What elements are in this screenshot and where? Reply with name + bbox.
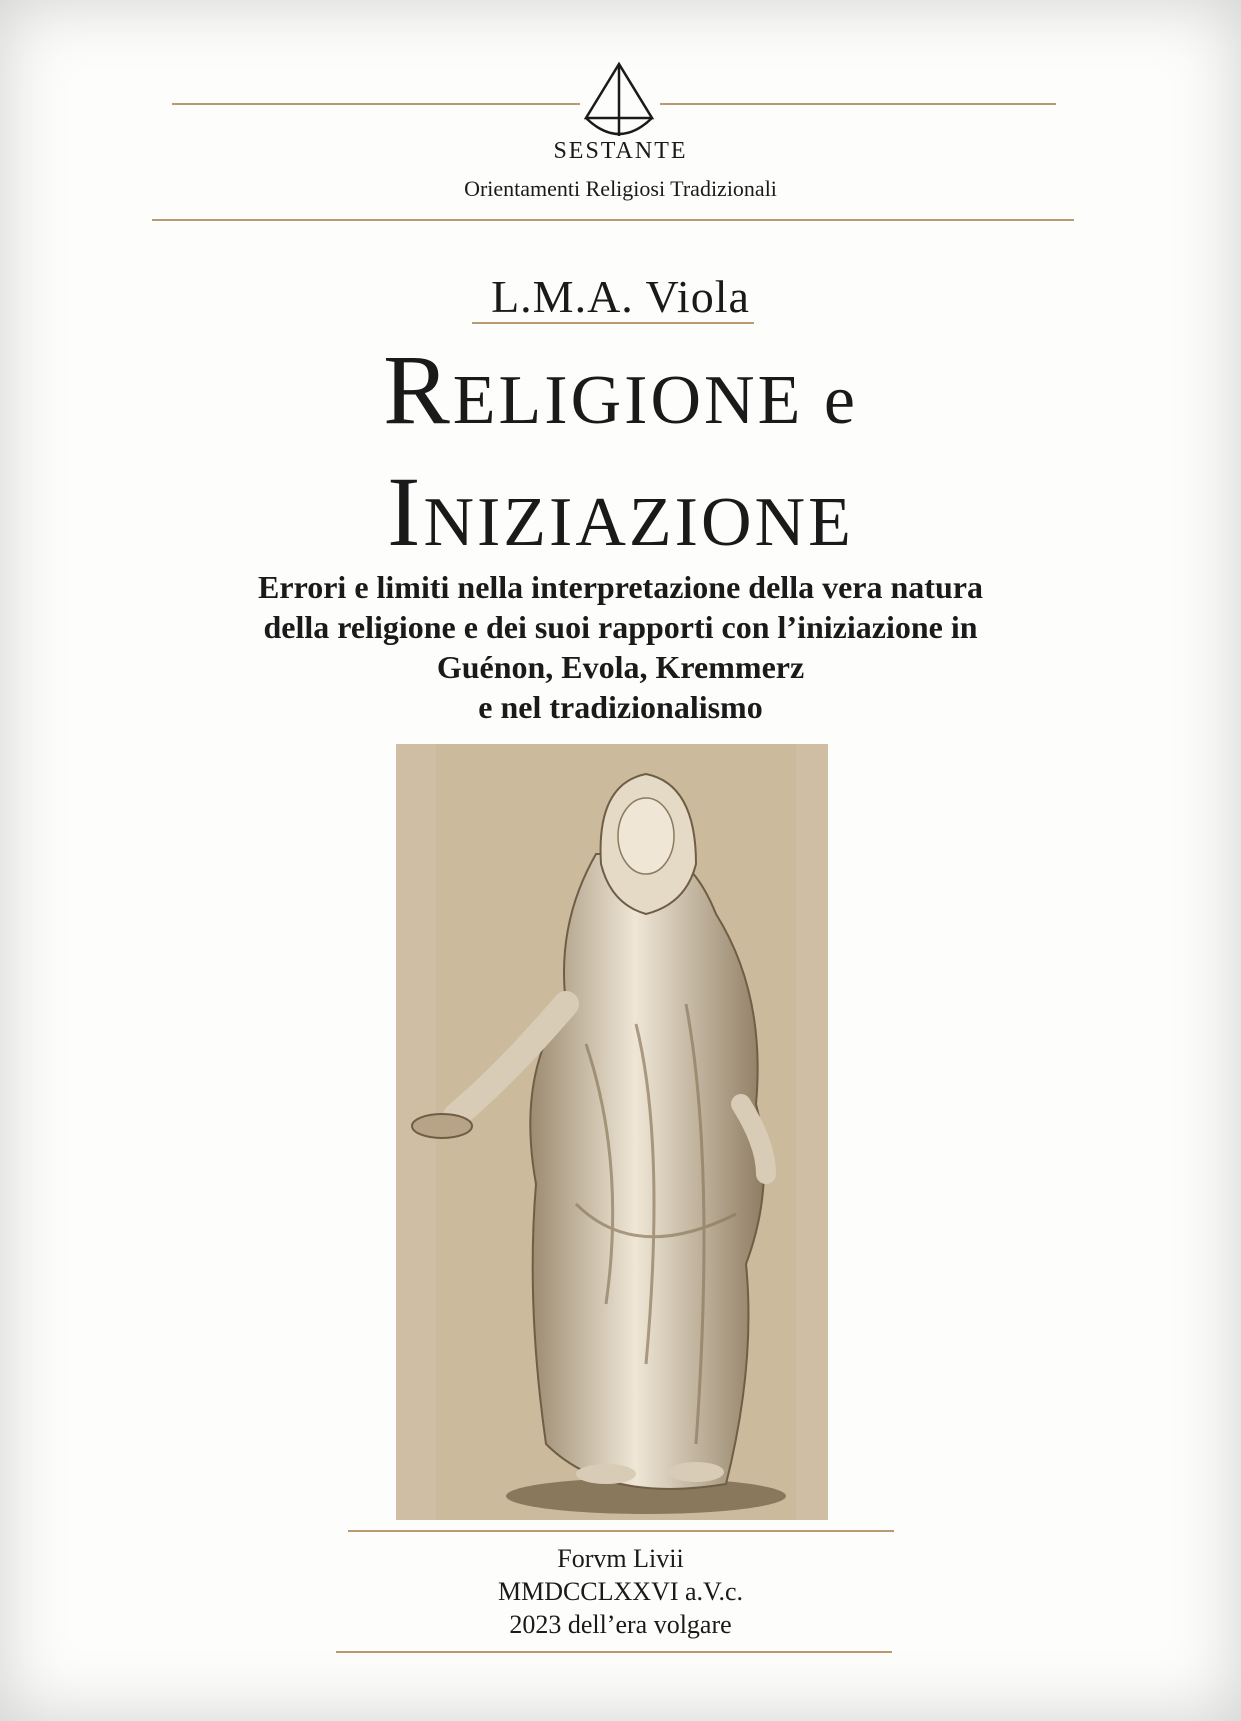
series-name: Orientamenti Religiosi Tradizionali [464, 176, 777, 201]
imprint-year-auc: MMDCCLXXVI a.V.c. [497, 1577, 744, 1606]
sextant-triangle-icon [578, 60, 660, 140]
title-rest: NIZIAZIONE [423, 484, 854, 561]
imprint-top-rule [348, 1530, 894, 1532]
imprint-bottom-rule [336, 1651, 892, 1653]
title-initial: R [383, 334, 453, 445]
publisher-brand: SESTANTE [553, 138, 688, 164]
imprint [0, 1542, 1241, 1641]
title-conjunction: e [803, 362, 858, 439]
subtitle-line: e nel tradizionalismo [478, 689, 763, 725]
imprint-year-ce: 2023 dell’era volgare [509, 1610, 732, 1639]
subtitle-line: Errori e limiti nella interpretazione della vera natura [258, 569, 983, 605]
title-initial: I [387, 456, 424, 567]
title-line-1 [0, 334, 1241, 453]
subtitle-line: della religione e dei suoi rapporti con l’iniziazione in [263, 609, 978, 645]
title-rest: ELIGIONE [452, 362, 804, 439]
top-rule-right [660, 103, 1056, 105]
author-name: L.M.A. Viola [491, 271, 750, 322]
subtitle-line: Guénon, Evola, Kremmerz [436, 649, 805, 685]
top-rule-left [172, 103, 580, 105]
header-bottom-rule [152, 219, 1074, 221]
subtitle [0, 567, 1241, 727]
title-line-2 [0, 456, 1241, 575]
imprint-place: Forvm Livii [557, 1544, 684, 1573]
author-underline [472, 322, 754, 324]
roman-statue-image [396, 744, 828, 1520]
